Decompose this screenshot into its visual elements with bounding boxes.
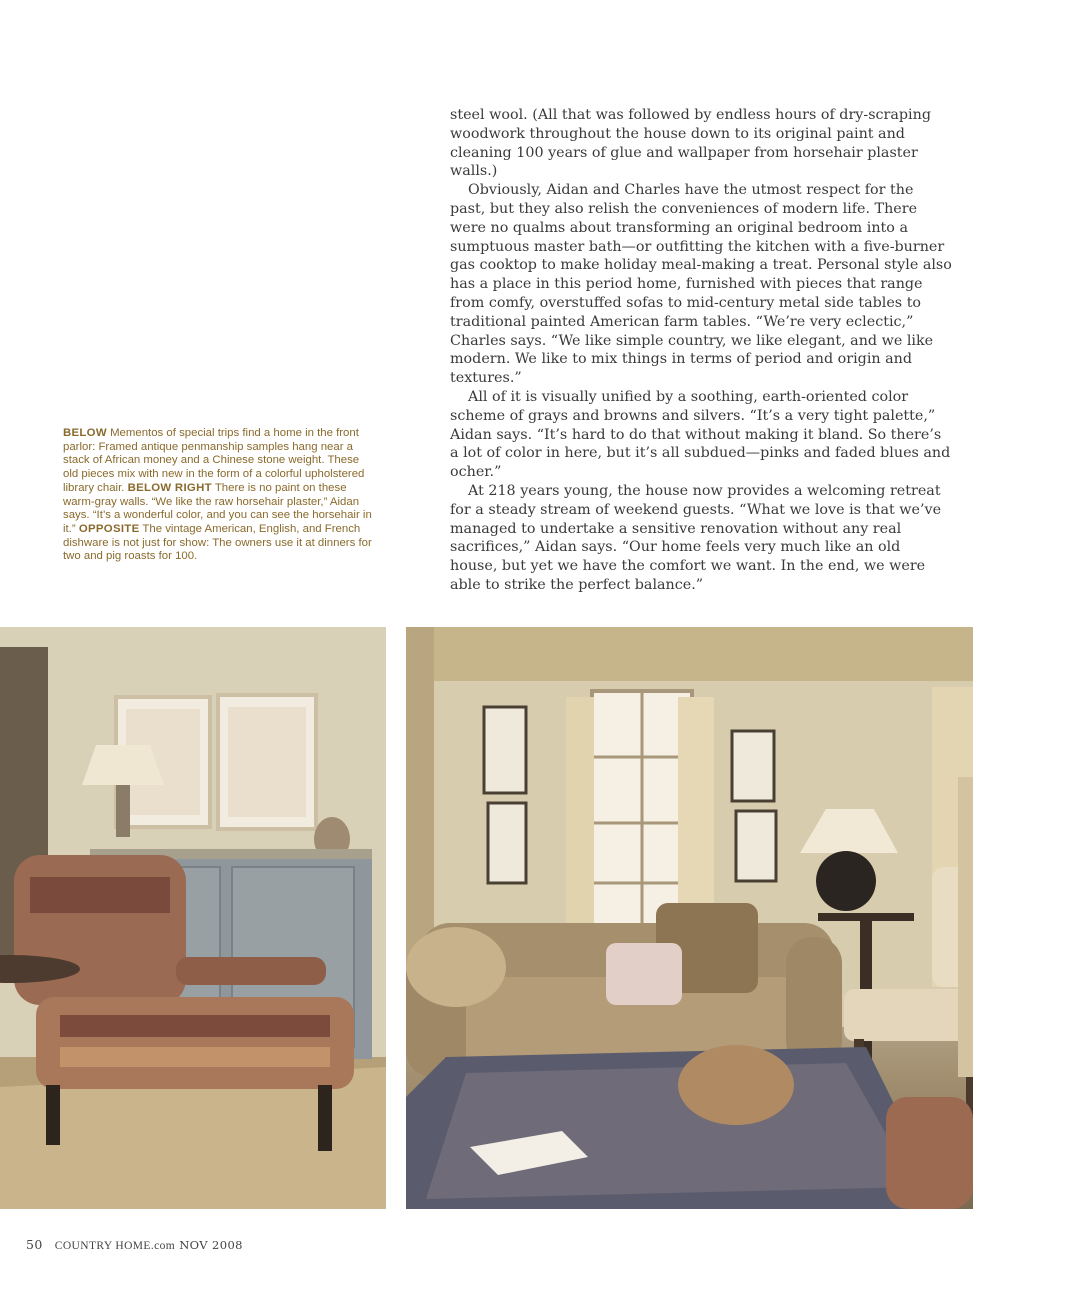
magazine-brand: COUNTRY HOME.com [54,1240,176,1252]
page-footer [26,1237,243,1252]
issue-date: NOV 2008 [179,1238,243,1252]
caption-keyword: BELOW [63,427,107,439]
article-body [450,106,952,595]
article-paragraph: All of it is visually unified by a soothing, earth-oriented color scheme of grays and browns and silvers. “It’s a very tight palette,” Aidan says. “It’s hard to do that without making it bland. So there’s a lot of color in here, but it’s all subdued—pinks and faded blues and ocher.” [450,388,951,481]
living-room-illustration [406,627,973,1209]
article-paragraph: Obviously, Aidan and Charles have the utmost respect for the past, but they also relish the conveniences of modern life. There were no qualms about transforming an original bedroom into a sumptuous master bath—or outfitting the kitchen with a five-burner gas cooktop to make holiday meal-making a treat. Personal style also has a place in this period home, furnished with pieces that range from comfy, overstuffed sofas to mid-century metal side tables to traditional painted American farm tables. “We’re very eclectic,” Charles says. “We like simple country, we like elegant, and we like modern. We like to mix things in terms of period and origin and textures.” [450,182,952,387]
page-number: 50 [26,1237,43,1252]
caption-text: Mementos of special trips find a home in the front parlor: Framed antique penmanship samples hang near a stack of African money and a Chinese stone weight. These old pieces mix with new in the form of a colorful upholstered library chair. [63,427,365,494]
library-chair-illustration [0,627,386,1209]
caption-keyword: BELOW RIGHT [127,481,212,494]
caption-text: The vintage American, English, and French dishware is not just for show: The owners use it at dinners for two and pig roasts for 100. [63,522,372,563]
caption-text: There is no paint on these warm-gray walls. “We like the raw horsehair plaster,” Aidan says. “It’s a wonderful color, and you can see the horsehair in it.” [63,481,372,535]
caption-keyword: OPPOSITE [78,522,140,535]
article-paragraph: At 218 years young, the house now provides a welcoming retreat for a steady stream of weekend guests. “What we love is that we’ve managed to undertake a sensitive renovation without any real sacrifices,” Aidan says. “Our home feels very much like an old house, but yet we have the comfort we want. In the end, we were able to strike the perfect balance.” [450,482,942,593]
article-paragraph: steel wool. (All that was followed by endless hours of dry-scraping woodwork throughout the house down to its original paint and cleaning 100 years of glue and wallpaper from horsehair plaster walls.) [450,107,931,180]
photo-caption [63,427,373,564]
library-chair-photo [0,627,386,1209]
living-room-photo [406,627,973,1209]
